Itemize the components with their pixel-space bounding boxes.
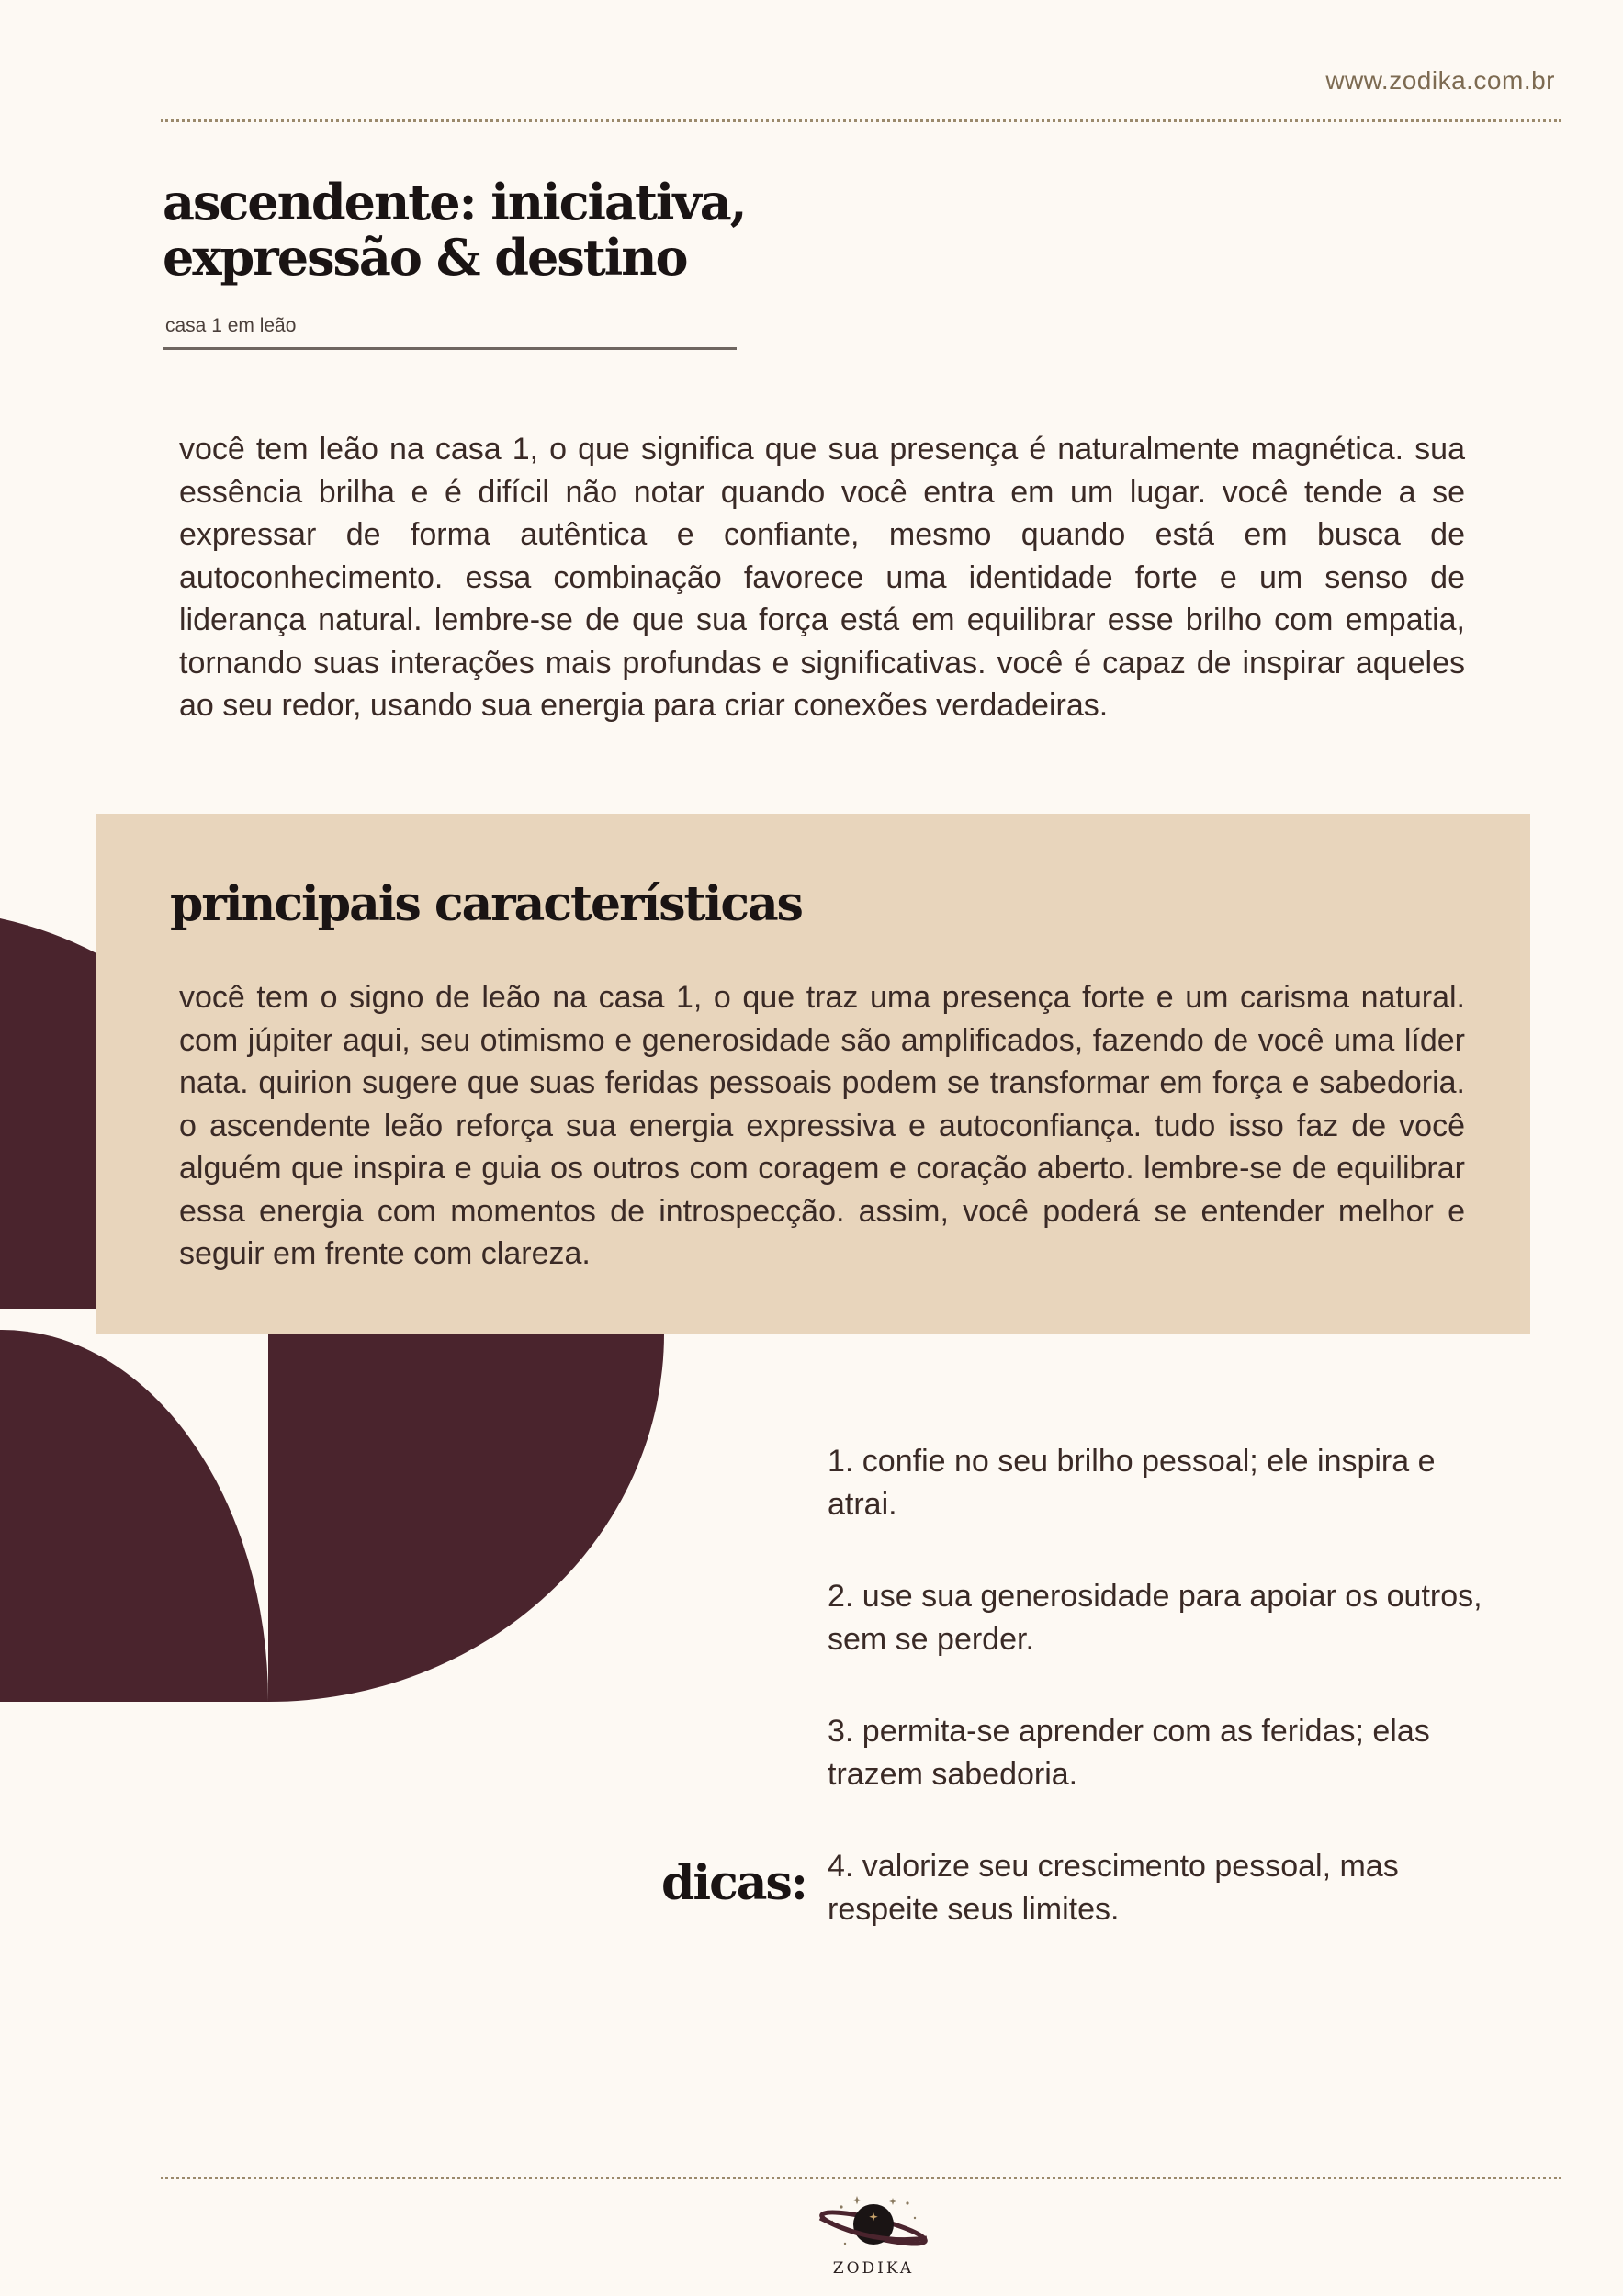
intro-paragraph: você tem leão na casa 1, o que significa que sua presença é naturalmente magnética. sua essência brilha e é difícil não notar quando você entra em um lugar. você tende a se expressar de forma autêntica e confiante, mesmo quando está em busca de autoconhecimento. essa combinação favorece uma identidade forte e um senso de liderança natural. lembre-se de que sua força está em equilibrar esse brilho com empatia, tornando suas interações mais profundas e significativas. você é capaz de inspirar aqueles ao seu redor, usando sua energia para criar conexões verdadeiras. xyxy=(179,432,1465,723)
top-divider xyxy=(161,119,1561,122)
page-title: ascendente: iniciativa, expressão & destino xyxy=(163,173,746,287)
tip-item: 2. use sua generosidade para apoiar os outros, sem se perder. xyxy=(828,1579,1482,1657)
tip-item: 1. confie no seu brilho pessoal; ele inspira e atrai. xyxy=(828,1444,1436,1522)
characteristics-text: você tem o signo de leão na casa 1, o que traz uma presença forte e um carisma natural. com júpiter aqui, seu otimismo e generosidade são amplificados, fazendo de você uma líder nata. quirion sugere que suas feridas pessoais podem se transformar em força e sabedoria. o ascendente leão reforça sua energia expressiva e autoconfiança. tudo isso faz de você alguém que inspira e guia os outros com coragem e coração aberto. lembre-se de equilibrar essa energia com momentos de introspecção. assim, você poderá se entender melhor e seguir em frente com clareza. xyxy=(179,980,1465,1271)
planet-logo-icon xyxy=(816,2190,931,2258)
tips-list xyxy=(828,1440,1489,1980)
footer-logo xyxy=(816,2190,931,2278)
logo-wordmark: ZODIKA xyxy=(832,2259,915,2278)
decor-top-quarter xyxy=(0,918,96,1309)
page-subtitle: casa 1 em leão xyxy=(165,315,297,336)
website-url: www.zodika.com.br xyxy=(1325,66,1555,95)
bottom-divider xyxy=(161,2177,1561,2179)
characteristics-title: principais características xyxy=(170,876,802,932)
tip-item: 3. permita-se aprender com as feridas; elas trazem sabedoria. xyxy=(828,1714,1430,1792)
decor-right-quarter xyxy=(268,1334,664,1702)
decor-left-quarter xyxy=(0,1330,268,1702)
subtitle-underline xyxy=(163,347,737,350)
characteristics-box xyxy=(96,814,1530,1334)
tips-heading: dicas: xyxy=(661,1855,806,1911)
tip-item: 4. valorize seu crescimento pessoal, mas respeite seus limites. xyxy=(828,1849,1399,1927)
